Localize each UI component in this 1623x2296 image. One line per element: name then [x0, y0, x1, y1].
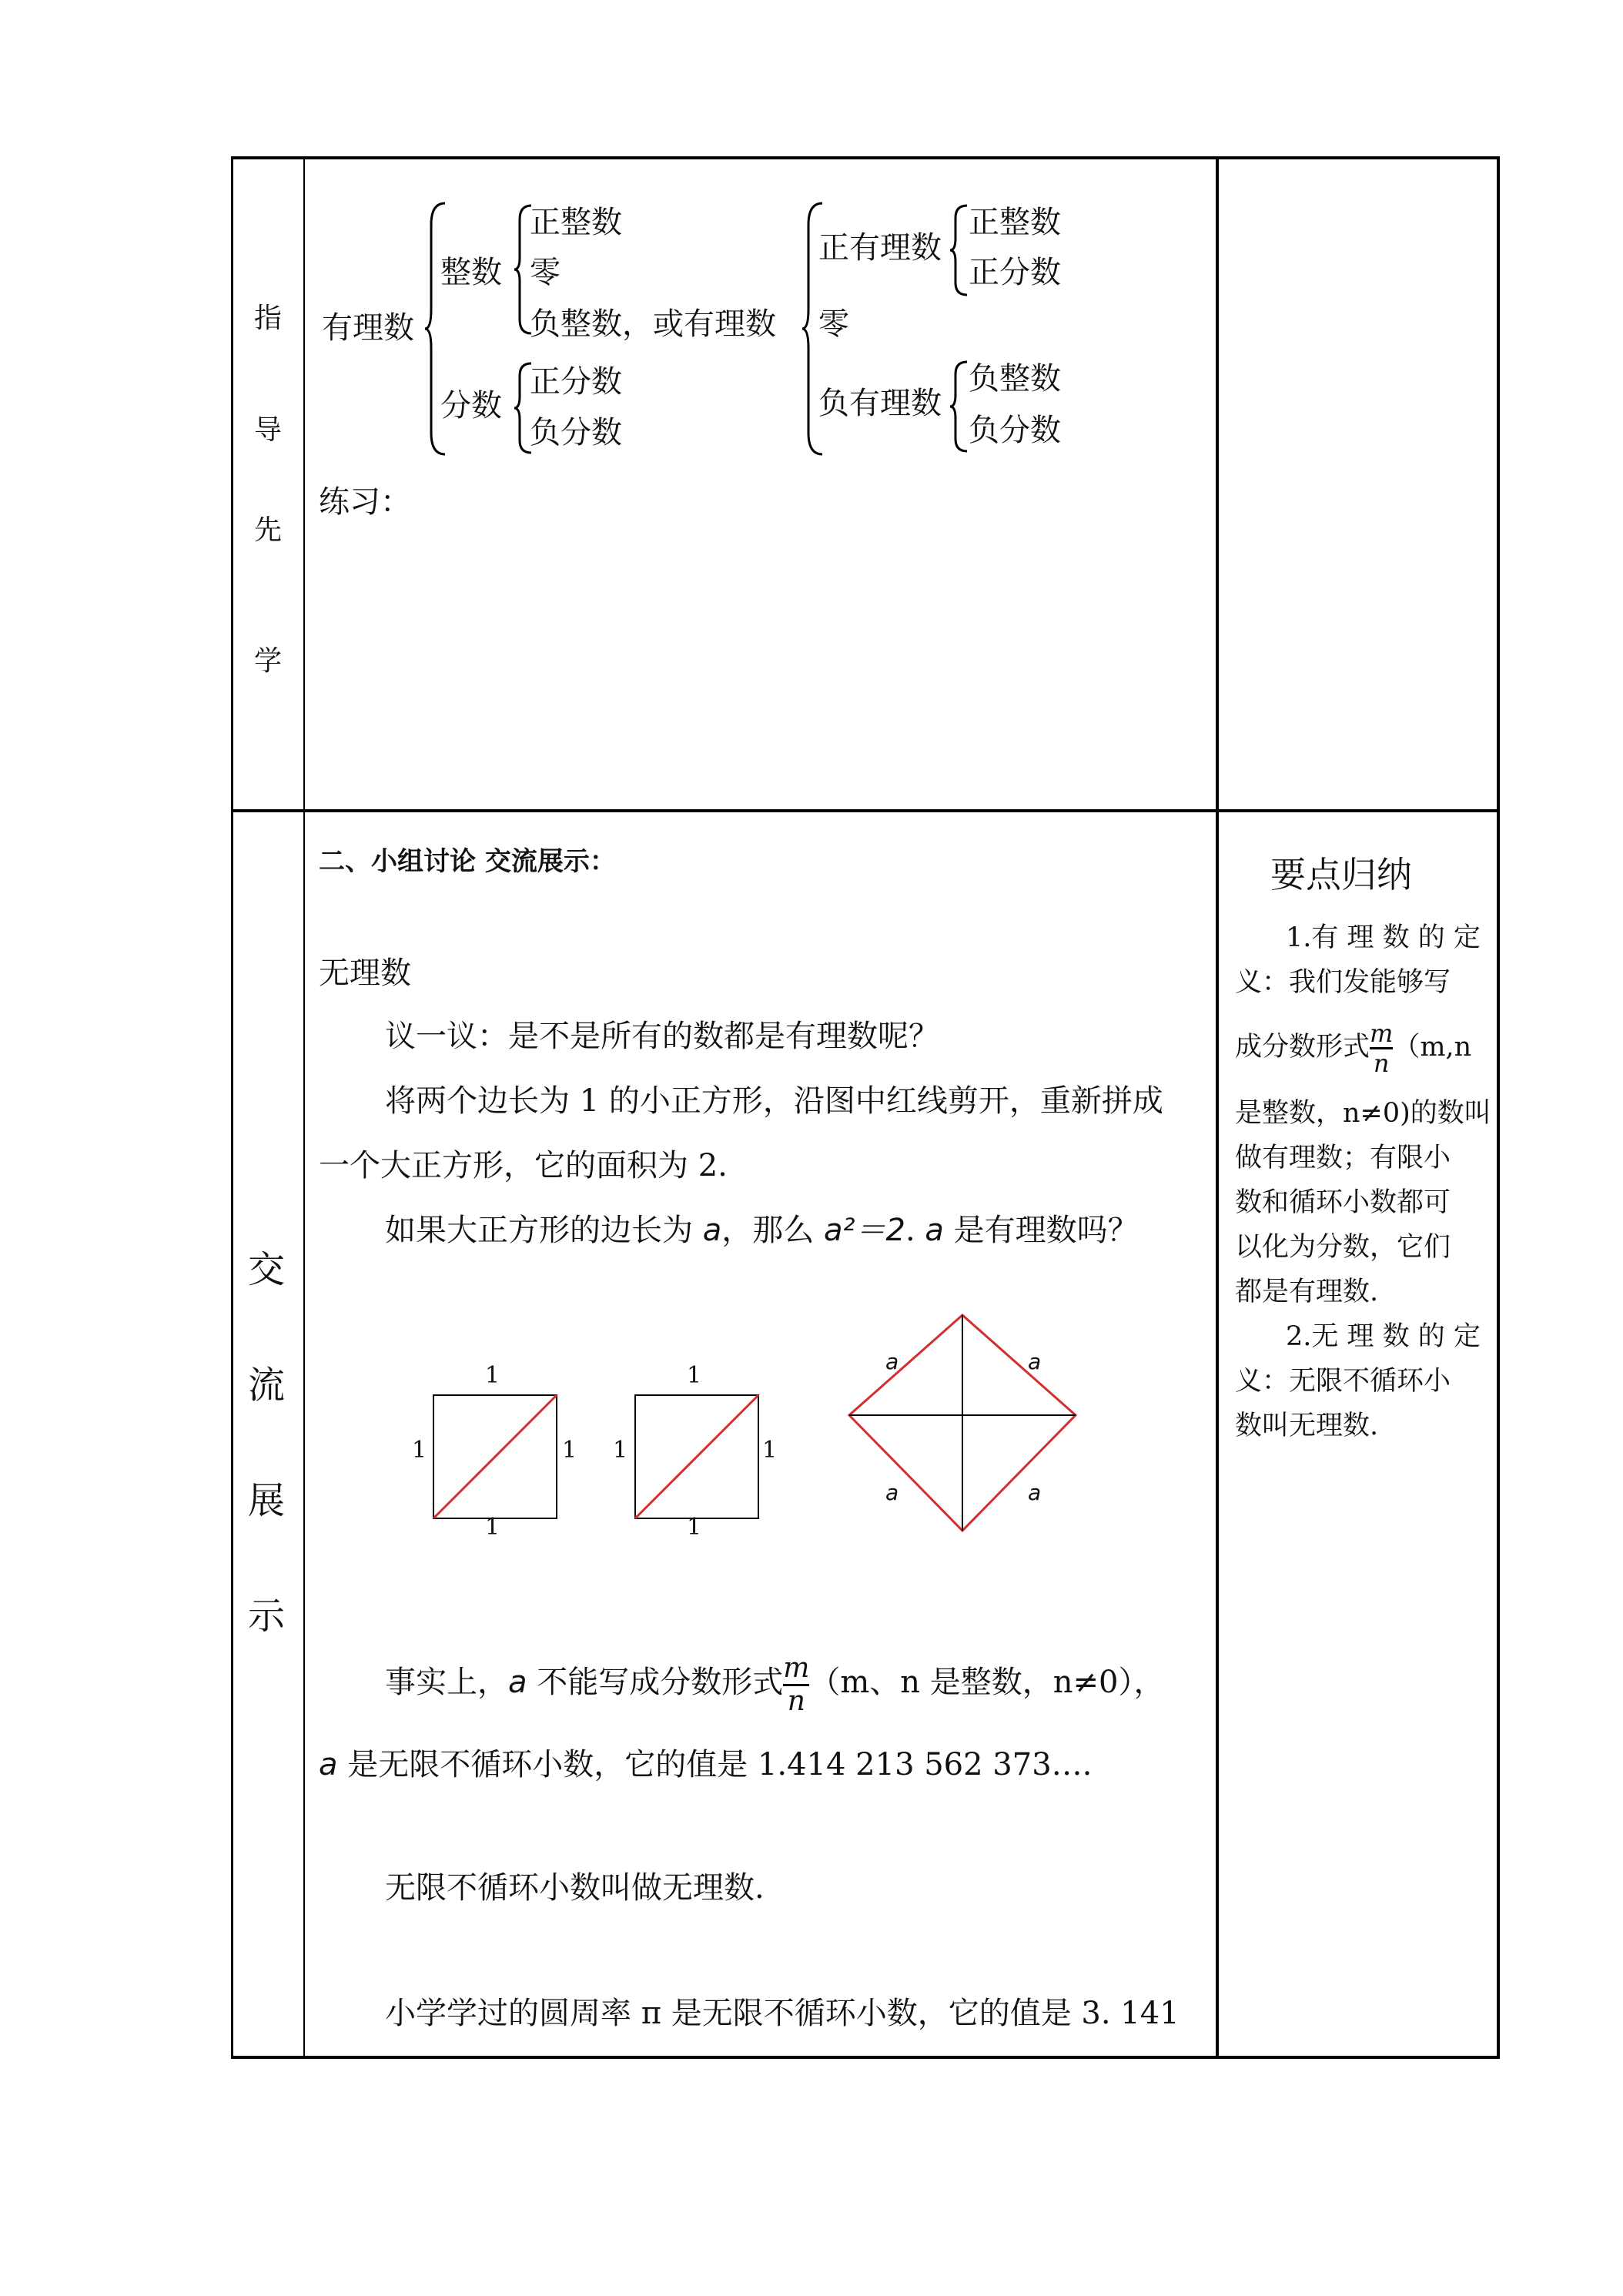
fact-line1 [385, 1648, 1165, 1717]
fact-a: 事实上， [385, 1665, 508, 1700]
sq1-top-label: 1 [485, 1362, 500, 1389]
side-label-jiao: 交 [247, 1248, 285, 1291]
fact-var-a-2: a [319, 1747, 338, 1782]
diamond-label-tl: a [885, 1349, 899, 1374]
summary-frac-den: n [1373, 1049, 1390, 1078]
summary-frac-after: （m,n [1393, 1032, 1472, 1063]
sq2-left-label: 1 [613, 1437, 628, 1464]
fact-var-a: a [508, 1665, 527, 1700]
negative-fractions: 负分数 [530, 415, 622, 450]
fact-line2-text: 是无限不循环小数，它的值是 1.414 213 562 373…. [347, 1747, 1093, 1782]
table-bottom-border [231, 2056, 1500, 2059]
table-col1-border [303, 156, 305, 2059]
right-positive-fractions: 正分数 [969, 255, 1061, 290]
summary-line-3 [1235, 1016, 1489, 1078]
practice-label: 练习： [319, 484, 411, 520]
summary-line-6: 数和循环小数都可 [1235, 1187, 1451, 1218]
sq1-bottom-label: 1 [485, 1514, 500, 1541]
fact-b: 不能写成分数形式 [537, 1665, 784, 1700]
right-positive-integers: 正整数 [969, 205, 1061, 240]
summary-title: 要点归纳 [1270, 854, 1412, 895]
right-zero: 零 [818, 306, 849, 342]
discuss-line: 议一议：是不是所有的数都是有理数呢？ [385, 1019, 939, 1054]
summary-line-4: 是整数，n≠0)的数叫 [1235, 1098, 1491, 1129]
table-mid-border [231, 809, 1500, 812]
summary-line-2: 义：我们发能够写 [1235, 967, 1451, 998]
summary-line-11: 数叫无理数. [1235, 1411, 1379, 1441]
positive-fractions: 正分数 [530, 364, 622, 400]
summary-line-7: 以化为分数，它们 [1235, 1232, 1451, 1263]
para1-line1: 将两个边长为 1 的小正方形，沿图中红线剪开，重新拼成 [385, 1083, 1163, 1119]
para2-b: ，那么 [721, 1213, 815, 1248]
fact-line2 [319, 1746, 1092, 1783]
table-right-border [1497, 156, 1500, 2059]
separator-text: ，或有理数 [622, 306, 776, 342]
brace-positive-rationals [949, 204, 969, 296]
fraction-m-n [783, 1652, 810, 1717]
sq1-left-label: 1 [412, 1437, 427, 1464]
para2-c: . [905, 1213, 915, 1248]
rational-root: 有理数 [322, 310, 414, 346]
zero: 零 [530, 255, 561, 290]
side-label-xian: 先 [254, 514, 283, 546]
diamond-label-tr: a [1028, 1349, 1042, 1374]
table-top-border [231, 156, 1500, 159]
equation: a²＝2 [823, 1213, 905, 1248]
para2-a: 如果大正方形的边长为 [385, 1213, 693, 1248]
para1-line2: 一个大正方形，它的面积为 2. [319, 1148, 728, 1183]
side-label-xue: 学 [254, 645, 283, 677]
fractions-label: 分数 [440, 388, 502, 423]
summary-line-8: 都是有理数. [1235, 1277, 1379, 1307]
side-label-dao: 导 [254, 414, 283, 446]
para2-line [385, 1212, 1139, 1249]
diamond-label-bl: a [885, 1480, 899, 1505]
right-negative-integers: 负整数 [969, 361, 1061, 397]
side-label-zhan: 展 [247, 1479, 285, 1522]
summary-line-10: 义：无限不循环小 [1235, 1366, 1451, 1397]
summary-line-9: 2.无 理 数 的 定 [1286, 1321, 1481, 1352]
sq2-right-label: 1 [762, 1437, 778, 1464]
right-negative-fractions: 负分数 [969, 413, 1061, 448]
var-a-2: a [925, 1213, 944, 1248]
figure-squares [408, 1301, 1101, 1555]
topic-title: 无理数 [319, 956, 411, 991]
cut-line-1 [433, 1395, 557, 1518]
cut-line-2 [635, 1395, 758, 1518]
negative-integers [530, 306, 776, 343]
table-left-border [231, 156, 233, 2059]
side-label-liu: 流 [247, 1364, 285, 1407]
section2-heading: 二、小组讨论 交流展示： [319, 846, 616, 877]
frac-num: m [783, 1652, 810, 1684]
fact-paren: （m、n 是整数，n≠0）， [809, 1665, 1165, 1700]
sq2-bottom-label: 1 [687, 1514, 702, 1541]
definition-line: 无限不循环小数叫做无理数. [385, 1870, 765, 1906]
positive-integers: 正整数 [530, 205, 622, 240]
pi-line: 小学学过的圆周率 π 是无限不循环小数，它的值是 3. 141 [385, 1996, 1180, 2031]
sq2-top-label: 1 [687, 1362, 702, 1389]
integers-label: 整数 [440, 255, 502, 290]
summary-frac-num: m [1370, 1019, 1394, 1048]
var-a: a [702, 1213, 722, 1248]
side-label-shi: 示 [247, 1595, 285, 1638]
brace-negative-rationals [949, 360, 969, 453]
para2-d: 是有理数吗？ [953, 1213, 1139, 1248]
negative-integers-text: 负整数 [530, 306, 622, 342]
sq1-right-label: 1 [562, 1437, 577, 1464]
diamond-label-br: a [1028, 1480, 1042, 1505]
summary-line-5: 做有理数；有限小 [1235, 1143, 1451, 1173]
table-col2-border [1216, 156, 1219, 2059]
side-label-zhi: 指 [254, 303, 283, 334]
positive-rationals: 正有理数 [818, 230, 942, 266]
summary-fraction [1370, 1021, 1393, 1076]
summary-frac-text: 成分数形式 [1235, 1032, 1370, 1063]
frac-den: n [787, 1685, 805, 1717]
summary-line-1: 1.有 理 数 的 定 [1286, 922, 1481, 953]
negative-rationals: 负有理数 [818, 386, 942, 421]
